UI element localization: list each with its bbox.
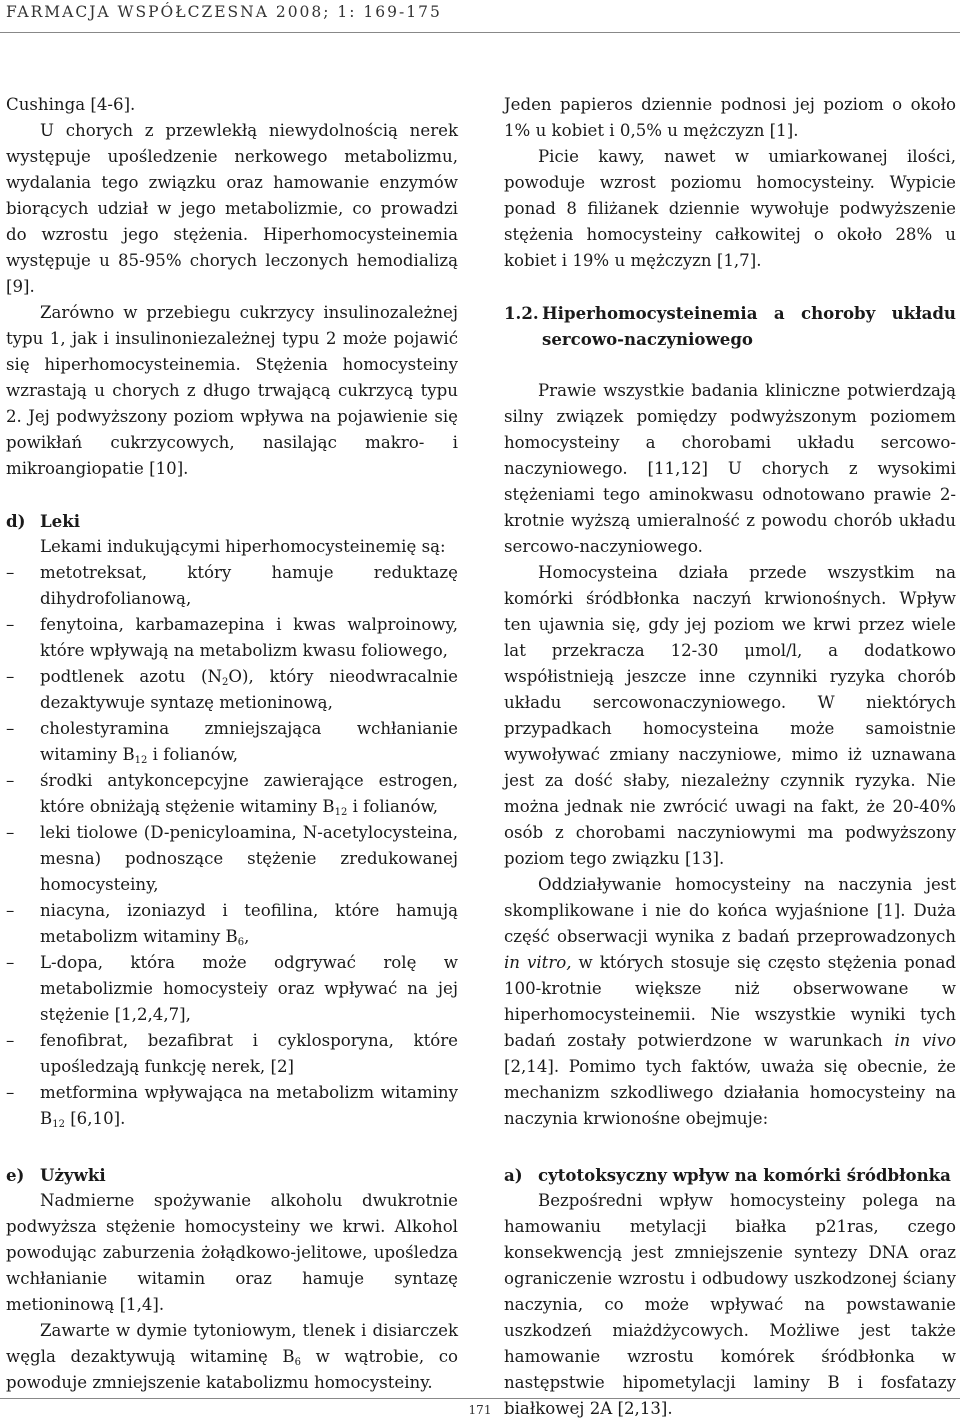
list-item: – metformina wpływająca na metabolizm witaminy $B_{12}$ [6,10].: [6, 1080, 458, 1132]
left-column: [6, 92, 458, 1396]
paragraph-cytotoxic: Bezpośredni wpływ homocysteiny polega na hamowaniu metylacji białka p21ras, czego konsekwencją jest zmniejszenie syntezy DNA oraz ograniczenie wzrostu i odbudowy uszkodzonej ściany naczynia, co może wpływać na powstawanie uszkodzeń miażdżycowych. Możliwe jest także hamowanie wzrostu komórek śródbłonka w następstwie hipometylacji laminy B i fosfatazy białkowej 2A [2,13].: [504, 1191, 956, 1418]
drugs-intro: Lekami indukującymi hiperhomocysteinemię są:: [40, 537, 446, 556]
paragraph-diabetes: Zarówno w przebiegu cukrzycy insulinozależnej typu 1, jak i insulinoniezależnej typu 2 może pojawić się hiperhomocysteinemia. Stężenia homocysteiny wzrastają u chorych z długo trwającą cukrzycą typu 2. Jej podwyższony poziom wpływa na pojawienie się powikłań cukrzycowych, nasilając makro- i mikroangiopatie [10].: [6, 303, 458, 478]
section-a-heading: [504, 1162, 956, 1188]
list-item: – fenytoina, karbamazepina i kwas walproinowy, które wpływają na metabolizm kwasu foliowego,: [6, 612, 458, 664]
section-e-heading: [6, 1162, 458, 1188]
section-1-2-heading: [504, 300, 956, 352]
section-e-title: Używki: [40, 1165, 106, 1185]
paragraph-alcohol: Nadmierne spożywanie alkoholu dwukrotnie podwyższa stężenie homocysteiny we krwi. Alkohol powodując zaburzenia żołądkowo-jelitowe, upośledza wchłanianie witamin oraz hamuje syntazę metioninową [1,4].: [6, 1191, 458, 1314]
section-d-title: Leki: [40, 511, 81, 531]
section-e-label: e): [6, 1165, 25, 1185]
paragraph-smoke: Zawarte w dymie tytoniowym, tlenek i disiarczek węgla dezaktywują witaminę $B_6$ w wątrobie, co powoduje zmniejszenie katabolizmu homocysteiny.: [6, 1321, 458, 1392]
section-d-heading: [6, 508, 458, 534]
section-1-2-title: Hiperhomocysteinemia a choroby układu sercowo-naczyniowego: [542, 303, 956, 349]
paragraph-mechanism: Oddziaływanie homocysteiny na naczynia jest skomplikowane i nie do końca wyjaśnione [1]. Duża część obserwacji wynika z badań przeprowadzonych in vitro, w których stosuje się często stężenia ponad 100-krotnie większe niż obserwowane w hiperhomocysteinemii. Nie wszystkie wyniki tych badań zostały potwierdzone w warunkach in vivo [2,14]. Pomimo tych faktów, uważa się obecnie, że mechanizm szkodliwego działania homocysteiny na naczynia krwionośne obejmuje:: [504, 875, 956, 1128]
list-item: – leki tiolowe (D-penicyloamina, N-acetylocysteina, mesna) podnoszące stężenie zredukowanej homocysteiny,: [6, 820, 458, 898]
list-item: – fenofibrat, bezafibrat i cyklosporyna, które upośledzają funkcję nerek, [2]: [6, 1028, 458, 1080]
right-column: [504, 92, 956, 1422]
list-item: – środki antykoncepcyjne zawierające estrogen, które obniżają stężenie witaminy $B_{12}$ i folianów,: [6, 768, 458, 820]
list-item: – metotreksat, który hamuje reduktazę dihydrofolianową,: [6, 560, 458, 612]
footer-rule: [0, 1398, 960, 1399]
section-a-title: cytotoksyczny wpływ na komórki śródbłonka: [538, 1165, 951, 1185]
list-item: – podtlenek azotu $(N_2O)$, który nieodwracalnie dezaktywuje syntazę metioninową,: [6, 664, 458, 716]
intro-line: Cushinga [4-6].: [6, 95, 136, 114]
header-rule: [0, 32, 960, 33]
paragraph-endothelium: Homocysteina działa przede wszystkim na komórki śródbłonka naczyń krwionośnych. Wpływ ten ujawnia się, gdy jej poziom we krwi przez wiele lat przekracza 12-30 μmol/l, a dodatkowo współistnieją jeszcze inne czynniki ryzyka chorób układu sercowonaczyniowego. W niektórych przypadkach homocysteina może samoistnie wywoływać zmiany naczyniowe, mimo iż uznawana jest za dość słaby, niezależny czynnik ryzyka. Nie można jednak nie zwrócić uwagi na fakt, że 20-40% osób z chorobami naczyniowymi ma podwyższony poziom tego związku [13].: [504, 563, 956, 868]
list-item: – L-dopa, która może odgrywać rolę w metabolizmie homocysteiy oraz wpływać na jej stężenie [1,2,4,7],: [6, 950, 458, 1028]
section-d-label: d): [6, 511, 26, 531]
list-item: – niacyna, izoniazyd i teofilina, które hamują metabolizm witaminy $B_6$,: [6, 898, 458, 950]
running-head: FARMACJA WSPÓŁCZESNA 2008; 1: 169-175: [6, 3, 442, 21]
list-item: – cholestyramina zmniejszająca wchłanianie witaminy $B_{12}$ i folianów,: [6, 716, 458, 768]
drugs-list: [6, 560, 458, 1132]
section-1-2-number: 1.2.: [504, 303, 539, 323]
page-number: 171: [468, 1403, 492, 1417]
paragraph-coffee: Picie kawy, nawet w umiarkowanej ilości, powoduje wzrost poziomu homocysteiny. Wypicie ponad 8 filiżanek dziennie wywołuje podwyższenie stężenia homocysteiny całkowitej o około 28% u kobiet i 19% u mężczyzn [1,7].: [504, 147, 956, 270]
section-a-label: a): [504, 1165, 523, 1185]
paragraph-kidney: U chorych z przewlekłą niewydolnością nerek występuje upośledzenie nerkowego metabolizmu, wydalania tego związku oraz hamowanie enzymów biorących udział w jego metabolizmie, co prowadzi do wzrostu jego stężenia. Hiperhomocysteinemia występuje u 85-95% chorych leczonych hemodializą [9].: [6, 121, 458, 296]
paragraph-cigarette: Jeden papieros dziennie podnosi jej poziom o około 1% u kobiet i 0,5% u mężczyzn [1].: [504, 95, 956, 140]
paragraph-studies: Prawie wszystkie badania kliniczne potwierdzają silny związek pomiędzy podwyższonym poziomem homocysteiny a chorobami układu sercowo-naczyniowego. [11,12] U chorych z wysokimi stężeniami tego aminokwasu odnotowano prawie 2-krotnie wyższą umieralność z powodu chorób układu sercowo-naczyniowego.: [504, 381, 956, 556]
